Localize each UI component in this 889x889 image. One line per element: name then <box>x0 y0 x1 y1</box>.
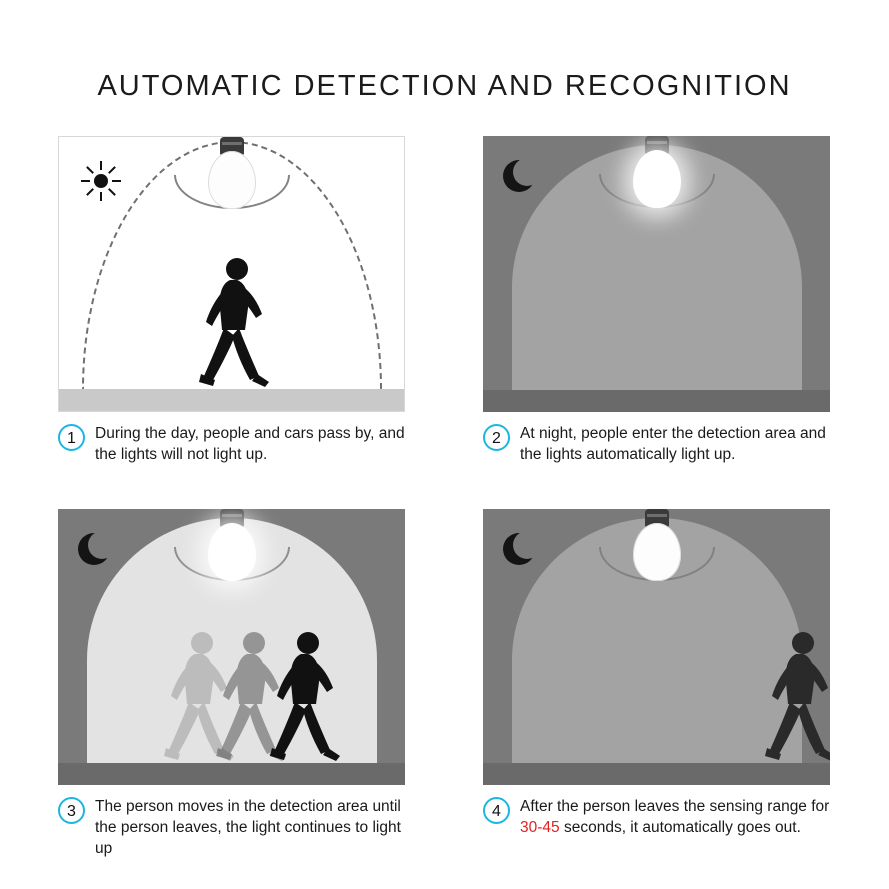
moon-icon <box>503 533 539 569</box>
caption-3 <box>58 797 413 860</box>
caption-text: At night, people enter the detection area and the lights automatically light up. <box>520 425 826 463</box>
moon-icon <box>78 533 114 569</box>
ground <box>58 763 405 785</box>
step-badge: 3 <box>58 797 85 824</box>
scene-night <box>483 136 830 412</box>
lamp-bulb-icon <box>172 136 292 249</box>
page-title: AUTOMATIC DETECTION AND RECOGNITION <box>97 70 792 102</box>
ground <box>483 390 830 412</box>
walking-person-silhouette <box>270 630 342 765</box>
ground <box>59 389 404 411</box>
scene-night <box>483 509 830 785</box>
scene-night <box>58 509 405 785</box>
panel-2 <box>483 136 838 481</box>
caption-1 <box>58 424 413 466</box>
scene-day <box>58 136 405 412</box>
sun-icon <box>81 161 121 201</box>
panel-3 <box>58 509 413 857</box>
panel-4 <box>483 509 838 854</box>
panel-grid <box>58 136 838 856</box>
panel-1 <box>58 136 413 481</box>
moon-icon <box>503 160 539 196</box>
lamp-bulb-icon <box>597 136 717 248</box>
step-badge: 4 <box>483 797 510 824</box>
lamp-bulb-icon <box>597 509 717 621</box>
walking-person-silhouette <box>765 630 830 765</box>
step-badge: 1 <box>58 424 85 451</box>
caption-text: During the day, people and cars pass by, and the lights will not light up. <box>95 425 405 463</box>
ground <box>483 763 830 785</box>
lamp-bulb-icon <box>172 509 292 621</box>
caption-2 <box>483 424 838 466</box>
step-badge: 2 <box>483 424 510 451</box>
caption-text <box>520 797 838 839</box>
caption-text-pre: After the person leaves the sensing range for <box>520 798 830 815</box>
caption-text-post: seconds, it automatically goes out. <box>559 818 801 836</box>
caption-duration-highlight: 30-45 <box>520 818 560 836</box>
caption-4 <box>483 797 838 839</box>
caption-text: The person moves in the detection area until the person leaves, the light continues to light up <box>95 798 401 857</box>
walking-person-silhouette <box>199 256 271 391</box>
